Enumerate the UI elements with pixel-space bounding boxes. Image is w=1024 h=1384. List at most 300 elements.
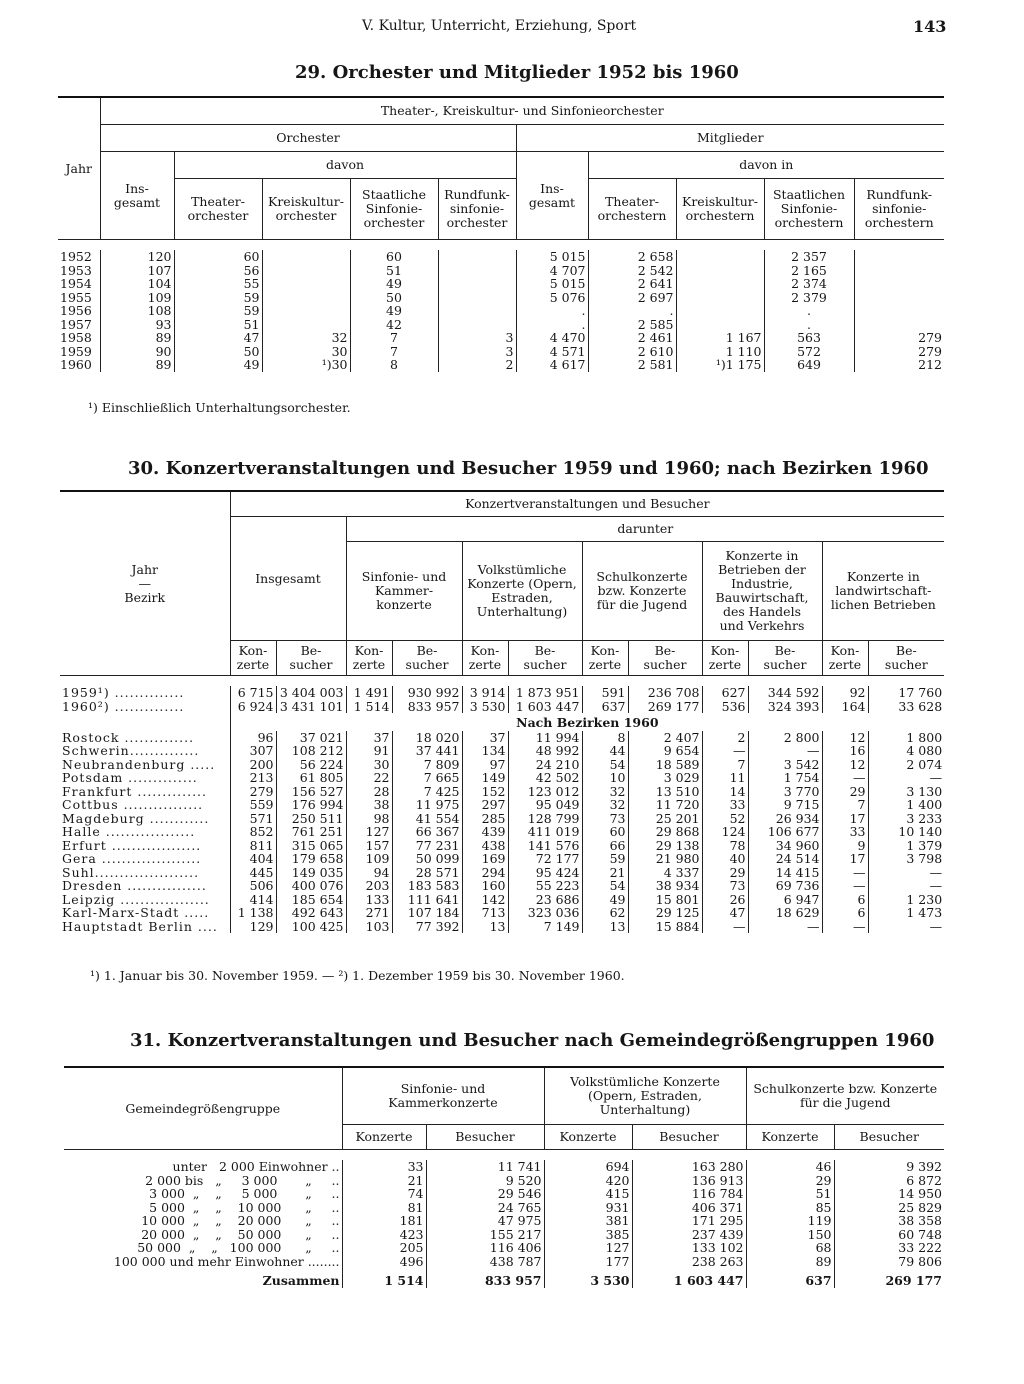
cell: 203	[346, 879, 392, 893]
cell: 11 741	[426, 1160, 544, 1174]
cell: 11 994	[508, 731, 582, 745]
cell: 129	[230, 920, 276, 934]
cell: 269 177	[628, 700, 702, 714]
cell: 14 415	[748, 866, 822, 880]
cell: 60	[350, 250, 438, 264]
cell: —	[822, 866, 868, 880]
cell	[854, 291, 944, 305]
cell: 415	[544, 1187, 632, 1201]
cell: 33	[822, 825, 868, 839]
running-header: V. Kultur, Unterricht, Erziehung, Sport	[362, 18, 637, 34]
cell: 89	[100, 331, 174, 345]
cell: 7 665	[392, 771, 462, 785]
cell: 637	[582, 700, 628, 714]
cell: 930 992	[392, 686, 462, 700]
table-row	[64, 1214, 944, 1228]
cell: —	[868, 879, 944, 893]
cell: 107 184	[392, 906, 462, 920]
cell: 12	[822, 758, 868, 772]
cell: 128 799	[508, 812, 582, 826]
row-label: 50 000 „ „ 100 000 „ ..	[137, 1240, 340, 1255]
cell: 10	[582, 771, 628, 785]
cell: 7 149	[508, 920, 582, 934]
cell: 8	[582, 731, 628, 745]
cell: 438	[462, 839, 508, 853]
sub-konzerte: Kon- zerte	[462, 641, 508, 676]
cell	[438, 277, 516, 291]
cell: 3 530	[462, 700, 508, 714]
cell: 185 654	[276, 893, 346, 907]
cell: 7	[702, 758, 748, 772]
row-year: 1956	[60, 303, 92, 318]
table-row	[58, 264, 944, 278]
cell: 323 036	[508, 906, 582, 920]
total-cell: 3 530	[544, 1268, 632, 1288]
cell: 55	[174, 277, 262, 291]
cell: 103	[346, 920, 392, 934]
cell: —	[822, 771, 868, 785]
cell: 25 201	[628, 812, 702, 826]
cell: 2 374	[764, 277, 854, 291]
row-label: Dresden ................	[62, 878, 207, 893]
cell: 60	[174, 250, 262, 264]
cell: 37	[462, 731, 508, 745]
cell: 61 805	[276, 771, 346, 785]
table-30-footnote: ¹) 1. Januar bis 30. November 1959. — ²) 1. Dezember 1959 bis 30. November 1960.	[90, 968, 625, 983]
cell: 1 138	[230, 906, 276, 920]
cell	[438, 264, 516, 278]
cell: 108 212	[276, 744, 346, 758]
cell: 176 994	[276, 798, 346, 812]
cell: 3 130	[868, 785, 944, 799]
table-row	[60, 893, 944, 907]
row-label: Neubrandenburg .....	[62, 756, 216, 772]
cell: 49	[350, 277, 438, 291]
cell: 152	[462, 785, 508, 799]
cell: 1 603 447	[508, 700, 582, 714]
header-top: Theater-, Kreiskultur- und Sinfonieorchester	[100, 97, 944, 125]
table-row	[60, 906, 944, 920]
cell: 713	[462, 906, 508, 920]
sub-konzerte: Konzerte	[746, 1125, 834, 1150]
sub-besucher: Be- sucher	[628, 641, 702, 676]
table-31	[64, 1066, 944, 1288]
group-betriebe: Konzerte in Betrieben der Industrie, Bauwirtschaft, des Handels und Verkehrs	[702, 542, 822, 641]
cell: 294	[462, 866, 508, 880]
cell: 52	[702, 812, 748, 826]
table-row	[58, 250, 944, 264]
cell: 931	[544, 1201, 632, 1215]
cell: 133	[346, 893, 392, 907]
header-mitglieder: Mitglieder	[516, 125, 944, 152]
cell: 37 441	[392, 744, 462, 758]
cell: 95 049	[508, 798, 582, 812]
cell: 420	[544, 1174, 632, 1188]
table-row	[60, 744, 944, 758]
cell: 414	[230, 893, 276, 907]
table-row	[60, 812, 944, 826]
cell: 179 658	[276, 852, 346, 866]
cell: —	[702, 920, 748, 934]
cell: 163 280	[632, 1160, 746, 1174]
cell: 18 020	[392, 731, 462, 745]
cell: 127	[346, 825, 392, 839]
cell: 116 784	[632, 1187, 746, 1201]
cell: 109	[100, 291, 174, 305]
col-o-insgesamt: Ins- gesamt	[100, 152, 174, 240]
cell: 90	[100, 345, 174, 359]
cell: 49	[350, 304, 438, 318]
group-volkstuemlich: Volkstümliche Konzerte (Opern, Estraden, Unterhaltung)	[462, 542, 582, 641]
cell: —	[822, 920, 868, 934]
cell: 50	[350, 291, 438, 305]
row-year: 1957	[60, 316, 92, 332]
cell	[262, 291, 350, 305]
cell: 14	[702, 785, 748, 799]
row-label: 3 000 „ „ 5 000 „ ..	[149, 1186, 340, 1201]
cell: 69 736	[748, 879, 822, 893]
row-year: 1958	[60, 330, 92, 345]
cell: —	[748, 920, 822, 934]
cell: 4 707	[516, 264, 588, 278]
total-cell: 1 514	[342, 1268, 426, 1288]
cell: —	[702, 744, 748, 758]
cell: 37	[346, 731, 392, 745]
table-row	[60, 731, 944, 745]
cell: 506	[230, 879, 276, 893]
cell: 60	[582, 825, 628, 839]
cell: 250 511	[276, 812, 346, 826]
header-davon: davon	[174, 152, 516, 179]
cell: 66 367	[392, 825, 462, 839]
cell: 44	[582, 744, 628, 758]
header-orchester: Orchester	[100, 125, 516, 152]
cell: 2 697	[588, 291, 676, 305]
cell: 106 677	[748, 825, 822, 839]
cell: 17 760	[868, 686, 944, 700]
col-gemeinde: Gemeindegrößengruppe	[64, 1067, 342, 1150]
cell: 7 809	[392, 758, 462, 772]
cell: 445	[230, 866, 276, 880]
table-row	[60, 839, 944, 853]
cell	[262, 264, 350, 278]
cell: 236 708	[628, 686, 702, 700]
cell: 24 210	[508, 758, 582, 772]
sub-konzerte: Konzerte	[544, 1125, 632, 1150]
cell: 237 439	[632, 1228, 746, 1242]
cell: 160	[462, 879, 508, 893]
total-label: Zusammen	[262, 1273, 340, 1288]
cell: 12	[822, 731, 868, 745]
cell: 2 641	[588, 277, 676, 291]
cell: 761 251	[276, 825, 346, 839]
cell: 74	[342, 1187, 426, 1201]
cell: 56 224	[276, 758, 346, 772]
cell: 16	[822, 744, 868, 758]
cell: 81	[342, 1201, 426, 1215]
cell: 279	[230, 785, 276, 799]
cell: 33 222	[834, 1241, 944, 1255]
cell: 2 610	[588, 345, 676, 359]
cell: 32	[582, 798, 628, 812]
row-year: 1953	[60, 262, 92, 278]
cell: 108	[100, 304, 174, 318]
cell: 694	[544, 1160, 632, 1174]
cell: 9 715	[748, 798, 822, 812]
cell: 72 177	[508, 852, 582, 866]
cell: 18 629	[748, 906, 822, 920]
table-row	[64, 1241, 944, 1255]
cell: 38 934	[628, 879, 702, 893]
cell: 6 947	[748, 893, 822, 907]
cell: 30	[262, 345, 350, 359]
table-row	[58, 318, 944, 332]
cell: 3 770	[748, 785, 822, 799]
total-cell: 269 177	[834, 1268, 944, 1288]
cell: 92	[822, 686, 868, 700]
cell: 3 233	[868, 812, 944, 826]
cell: 29	[702, 866, 748, 880]
row-label: 10 000 „ „ 20 000 „ ..	[141, 1213, 340, 1228]
cell: 18 589	[628, 758, 702, 772]
cell: 1 473	[868, 906, 944, 920]
cell: 13	[582, 920, 628, 934]
cell: 77 392	[392, 920, 462, 934]
cell: 6 924	[230, 700, 276, 714]
cell	[676, 318, 764, 332]
cell: 49	[582, 893, 628, 907]
cell: 28 571	[392, 866, 462, 880]
cell: 6	[822, 893, 868, 907]
cell: 572	[764, 345, 854, 359]
cell: 136 913	[632, 1174, 746, 1188]
table-row	[58, 331, 944, 345]
row-year: 1960	[60, 357, 92, 372]
cell: 32	[262, 331, 350, 345]
cell: 66	[582, 839, 628, 853]
cell	[854, 264, 944, 278]
cell: 29 125	[628, 906, 702, 920]
cell: 21 980	[628, 852, 702, 866]
sub-besucher: Besucher	[834, 1125, 944, 1150]
cell: 1 110	[676, 345, 764, 359]
cell: 404	[230, 852, 276, 866]
cell: 24 514	[748, 852, 822, 866]
cell: 29 868	[628, 825, 702, 839]
cell: 3 431 101	[276, 700, 346, 714]
cell: 15 884	[628, 920, 702, 934]
cell: 78	[702, 839, 748, 853]
cell: 1 800	[868, 731, 944, 745]
cell: 89	[746, 1255, 834, 1269]
cell	[676, 277, 764, 291]
cell	[262, 277, 350, 291]
col-o-theater: Theater- orchester	[174, 179, 262, 240]
cell: 212	[854, 358, 944, 372]
cell: 133 102	[632, 1241, 746, 1255]
cell: 123 012	[508, 785, 582, 799]
cell: 13 510	[628, 785, 702, 799]
cell: 307	[230, 744, 276, 758]
cell: 406 371	[632, 1201, 746, 1215]
cell: .	[516, 318, 588, 332]
sub-besucher: Be- sucher	[508, 641, 582, 676]
cell: 21	[342, 1174, 426, 1188]
cell: 271	[346, 906, 392, 920]
cell: 51	[174, 318, 262, 332]
cell: 833 957	[392, 700, 462, 714]
row-year: 1952	[60, 249, 92, 264]
table-row	[64, 1228, 944, 1242]
cell: 177	[544, 1255, 632, 1269]
cell: 54	[582, 879, 628, 893]
header-davon-in: davon in	[588, 152, 944, 179]
cell: 40	[702, 852, 748, 866]
cell: 411 019	[508, 825, 582, 839]
cell	[854, 277, 944, 291]
cell: 157	[346, 839, 392, 853]
cell: 142	[462, 893, 508, 907]
cell: 68	[746, 1241, 834, 1255]
cell: 97	[462, 758, 508, 772]
cell: 26 934	[748, 812, 822, 826]
row-label: 20 000 „ „ 50 000 „ ..	[141, 1226, 340, 1242]
spacer	[60, 713, 230, 731]
cell: 73	[702, 879, 748, 893]
cell	[676, 304, 764, 318]
cell: 5 015	[516, 277, 588, 291]
cell: 29	[822, 785, 868, 799]
cell: 25 829	[834, 1201, 944, 1215]
cell	[438, 318, 516, 332]
cell: 591	[582, 686, 628, 700]
cell: 104	[100, 277, 174, 291]
cell: 4 571	[516, 345, 588, 359]
cell: 29	[746, 1174, 834, 1188]
cell: 1 400	[868, 798, 944, 812]
table-row	[60, 700, 944, 714]
cell: 200	[230, 758, 276, 772]
cell: 2 379	[764, 291, 854, 305]
cell: —	[868, 920, 944, 934]
row-label: 1960²) ..............	[62, 698, 185, 714]
cell: 2 407	[628, 731, 702, 745]
group-volkstuemlich: Volkstümliche Konzerte (Opern, Estraden, Unterhaltung)	[544, 1067, 746, 1125]
cell: 38	[346, 798, 392, 812]
cell: 17	[822, 852, 868, 866]
cell: 7 425	[392, 785, 462, 799]
cell: 9 392	[834, 1160, 944, 1174]
header-insgesamt: Insgesamt	[230, 517, 346, 641]
cell: 116 406	[426, 1241, 544, 1255]
cell	[676, 291, 764, 305]
cell: 279	[854, 331, 944, 345]
cell: 649	[764, 358, 854, 372]
cell: 2 542	[588, 264, 676, 278]
cell: 134	[462, 744, 508, 758]
table-row	[64, 1187, 944, 1201]
total-cell: 1 603 447	[632, 1268, 746, 1288]
cell: 2 357	[764, 250, 854, 264]
table-row	[60, 920, 944, 934]
cell: 1 379	[868, 839, 944, 853]
table-row	[58, 345, 944, 359]
table-row	[60, 879, 944, 893]
cell: 49	[174, 358, 262, 372]
cell: ¹)30	[262, 358, 350, 372]
cell: 17	[822, 812, 868, 826]
sub-konzerte: Kon- zerte	[346, 641, 392, 676]
table-row	[60, 798, 944, 812]
cell: 77 231	[392, 839, 462, 853]
row-year: 1955	[60, 289, 92, 305]
cell: .	[516, 304, 588, 318]
cell: 3	[438, 345, 516, 359]
cell: 47	[174, 331, 262, 345]
cell	[854, 318, 944, 332]
table-29-title: 29. Orchester und Mitglieder 1952 bis 1960	[295, 62, 739, 83]
cell: 2	[438, 358, 516, 372]
col-jahr-bezirk: Jahr — Bezirk	[60, 491, 230, 676]
table-row	[64, 1160, 944, 1174]
group-sinfonie: Sinfonie- und Kammerkonzerte	[342, 1067, 544, 1125]
cell: 91	[346, 744, 392, 758]
cell: .	[588, 304, 676, 318]
cell: 2	[702, 731, 748, 745]
table-row	[64, 1174, 944, 1188]
cell: 41 554	[392, 812, 462, 826]
cell: 5 015	[516, 250, 588, 264]
cell: 492 643	[276, 906, 346, 920]
sub-besucher: Besucher	[632, 1125, 746, 1150]
cell: 385	[544, 1228, 632, 1242]
cell: 150	[746, 1228, 834, 1242]
sub-konzerte: Kon- zerte	[702, 641, 748, 676]
cell	[854, 250, 944, 264]
cell: 37 021	[276, 731, 346, 745]
sub-besucher: Be- sucher	[392, 641, 462, 676]
cell: 9	[822, 839, 868, 853]
group-sinfonie: Sinfonie- und Kammer- konzerte	[346, 542, 462, 641]
cell: 183 583	[392, 879, 462, 893]
cell: 627	[702, 686, 748, 700]
cell: 38 358	[834, 1214, 944, 1228]
cell: 56	[174, 264, 262, 278]
row-label: Magdeburg ............	[62, 810, 210, 826]
cell: .	[764, 304, 854, 318]
row-label: Erfurt ..................	[62, 837, 202, 853]
table-29	[58, 96, 944, 372]
cell: 1 230	[868, 893, 944, 907]
cell: 59	[174, 291, 262, 305]
cell: 423	[342, 1228, 426, 1242]
cell: 32	[582, 785, 628, 799]
cell: 164	[822, 700, 868, 714]
cell: 169	[462, 852, 508, 866]
cell: 2 800	[748, 731, 822, 745]
cell: 11 975	[392, 798, 462, 812]
cell: 1 167	[676, 331, 764, 345]
table-row	[60, 825, 944, 839]
cell: 1 873 951	[508, 686, 582, 700]
cell: 13	[462, 920, 508, 934]
cell: 89	[100, 358, 174, 372]
cell	[438, 250, 516, 264]
cell: 11 720	[628, 798, 702, 812]
cell: 400 076	[276, 879, 346, 893]
cell: 2 581	[588, 358, 676, 372]
cell: 33 628	[868, 700, 944, 714]
